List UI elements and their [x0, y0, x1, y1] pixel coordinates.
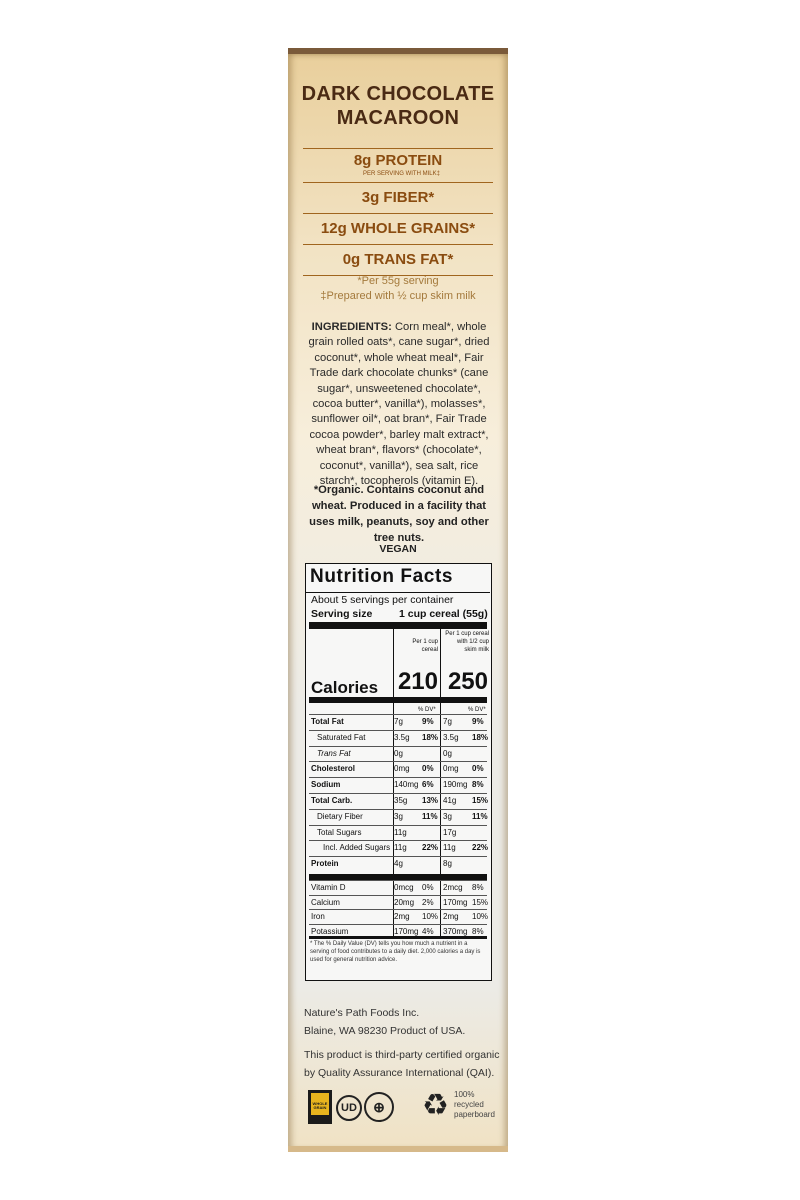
nutrient-row — [309, 730, 487, 747]
nutrient-a1: 2mg — [394, 912, 410, 921]
kosher-ud-icon: UD — [336, 1095, 362, 1121]
nutrient-a1: 0g — [394, 748, 403, 758]
claims-list — [303, 148, 493, 276]
nutrient-a2: 17g — [443, 827, 457, 837]
nutrient-lab: Total Carb. — [311, 796, 353, 805]
recycle-icon: ♻ — [422, 1089, 449, 1122]
nutrient-a1: 4g — [394, 859, 403, 869]
ingredients-label: INGREDIENTS: — [311, 321, 392, 333]
nutrient-a2: 170mg — [443, 897, 468, 907]
nutrient-p1: 13% — [422, 796, 439, 805]
organic-certification: This product is third-party certified organic by Quality Assurance International (QAI). — [304, 1049, 500, 1079]
nutrient-a1: 35g — [394, 796, 408, 805]
nutrient-a2: 2mg — [443, 912, 459, 921]
nutrient-a2: 3.5g — [443, 732, 459, 742]
nutrient-a2: 0g — [443, 748, 452, 758]
divider — [306, 592, 490, 593]
nutrient-a1: 11g — [394, 827, 407, 837]
nutrient-row — [309, 761, 487, 778]
nutrient-p1: 0% — [422, 883, 434, 892]
nutrient-lab: Iron — [311, 912, 325, 921]
nutrient-a2: 0mg — [443, 764, 459, 774]
box-bottom-edge — [288, 1146, 508, 1152]
nutrient-a2: 41g — [443, 796, 457, 805]
cereal-box-side-panel — [288, 54, 508, 1150]
claim-whole-grains: 12g WHOLE GRAINS* — [303, 213, 493, 244]
ingredients-text: Corn meal*, whole grain rolled oats*, cane sugar*, dried coconut*, whole wheat meal*, Fair Trade dark chocolate chunks* (cane sugar*, unsweetened chocolate*, cocoa butter*, vanilla*), molasses*, sunflower oil*, oat bran*, Fair Trade cocoa powder*, barley malt extract*, wheat bran*, flavors* (chocolate*, coconut*, vanilla*), sea salt, rice starch*, tocopherols (vitamin E). — [308, 321, 490, 488]
nutrient-p2: 22% — [472, 843, 489, 853]
nutrient-lab: Cholesterol — [311, 764, 356, 774]
nutrient-p2: 8% — [472, 780, 484, 790]
nutrient-p2: 0% — [472, 764, 484, 774]
nutrient-row — [309, 714, 487, 731]
nutrient-lab: Sodium — [311, 780, 341, 790]
nutrient-a1: 170mg — [394, 926, 419, 936]
company-address: Blaine, WA 98230 Product of USA. — [304, 1025, 466, 1037]
organic-statement: *Organic. Contains coconut and wheat. Produced in a facility that uses milk, peanuts, soy and other tree nuts. — [309, 484, 489, 544]
vegan-label: VEGAN — [379, 543, 417, 555]
nutrient-lab: Vitamin D — [311, 883, 346, 892]
nutrient-lab: Trans Fat — [317, 748, 351, 758]
calories-value-2: 250 — [447, 668, 488, 695]
certification-logos — [304, 1088, 504, 1128]
nutrition-facts-title: Nutrition Facts — [310, 566, 454, 587]
nutrient-a1: 3.5g — [394, 732, 410, 742]
nutrient-a2: 8g — [443, 859, 452, 869]
nutrient-a2: 370mg — [443, 926, 468, 936]
company-name: Nature's Path Foods Inc. — [304, 1007, 420, 1019]
nutrient-p1: 9% — [422, 717, 434, 726]
nutrient-lab: Saturated Fat — [317, 732, 366, 742]
nutrient-p2: 18% — [472, 732, 489, 742]
nutrient-p2: 8% — [472, 883, 484, 892]
nutrient-a1: 0mcg — [394, 883, 414, 892]
nutrient-p1: 4% — [422, 926, 434, 936]
divider — [309, 936, 487, 939]
nutrient-lab: Calcium — [311, 897, 340, 907]
ingredients — [306, 320, 492, 489]
nutrient-row — [309, 825, 487, 842]
serving-size-label: Serving size — [311, 608, 373, 620]
product-title — [288, 82, 508, 130]
title-line-1: DARK CHOCOLATE — [301, 83, 495, 105]
servings-per-container: About 5 servings per container — [311, 594, 454, 606]
serving-note: *Per 55g serving — [357, 275, 439, 287]
nutrient-a1: 0mg — [394, 764, 410, 774]
nutrient-p2: 15% — [472, 796, 489, 805]
nutrient-a2: 7g — [443, 717, 452, 726]
protein-note: PER SERVING WITH MILK‡ — [363, 171, 440, 177]
nutrient-p2: 8% — [472, 926, 484, 936]
serving-size-value: 1 cup cereal (55g) — [399, 608, 488, 620]
thick-divider — [309, 697, 487, 703]
thick-divider — [309, 622, 487, 629]
whole-grain-stamp-icon: WHOLE GRAIN — [308, 1090, 332, 1124]
column-1-header: Per 1 cup cereal — [412, 639, 438, 653]
claim-fiber: 3g FIBER* — [303, 182, 493, 213]
nutrient-lab: Total Sugars — [317, 827, 362, 837]
dv-header-1: % DV* — [418, 707, 436, 713]
nutrient-p1: 18% — [422, 732, 439, 742]
nutrient-p1: 0% — [422, 764, 434, 774]
nutrient-p2: 10% — [472, 912, 489, 921]
nutrient-a2: 3g — [443, 811, 452, 821]
nutrient-p1: 6% — [422, 780, 434, 790]
nutrient-a1: 140mg — [394, 780, 419, 790]
nutrient-a2: 2mcg — [443, 883, 463, 892]
nutrient-lab: Dietary Fiber — [317, 811, 363, 821]
calories-value-1: 210 — [397, 668, 438, 695]
nutrient-p2: 9% — [472, 717, 484, 726]
nutrient-p1: 22% — [422, 843, 439, 853]
nutrient-a2: 190mg — [443, 780, 468, 790]
claim-trans-fat: 0g TRANS FAT* — [303, 244, 493, 276]
calories-label: Calories — [311, 678, 379, 697]
prepared-note: ‡Prepared with ½ cup skim milk — [320, 290, 476, 302]
nutrition-facts-panel — [305, 563, 492, 981]
nutrient-p2: 15% — [472, 897, 489, 907]
nutrient-a1: 20mg — [394, 897, 415, 907]
nutrient-row — [309, 793, 487, 810]
nutrient-p2: 11% — [472, 811, 488, 821]
nutrient-lab: Total Fat — [311, 717, 344, 726]
nutrient-a2: 11g — [443, 843, 456, 853]
dv-footnote: * The % Daily Value (DV) tells you how much a nutrient in a serving of food contributes to a daily diet. 2,000 calories a day is used for general nutrition advice. — [310, 941, 481, 963]
nutrient-lab: Protein — [311, 859, 339, 869]
nutrient-p1: 11% — [422, 811, 438, 821]
title-line-2: MACAROON — [336, 107, 460, 129]
nutrient-a1: 11g — [394, 843, 407, 853]
nutrient-row — [309, 777, 487, 794]
globe-certification-icon: ⊕ — [364, 1092, 394, 1122]
nutrient-a1: 7g — [394, 717, 403, 726]
column-2-header: Per 1 cup cereal with 1/2 cup skim milk — [445, 631, 489, 653]
nutrient-row — [309, 840, 487, 857]
nutrient-lab: Incl. Added Sugars — [323, 843, 391, 853]
nutrient-row — [309, 809, 487, 826]
claim-protein: 8g PROTEIN PER SERVING WITH MILK‡ — [303, 148, 493, 182]
nutrient-row — [309, 746, 487, 763]
nutrient-row — [309, 856, 487, 873]
nutrient-a1: 3g — [394, 811, 403, 821]
recycled-paperboard-text: 100% recycled paperboard — [454, 1090, 495, 1119]
nutrient-lab: Potassium — [311, 926, 349, 936]
dv-header-2: % DV* — [468, 707, 486, 713]
nutrient-p1: 2% — [422, 897, 434, 907]
nutrient-p1: 10% — [422, 912, 439, 921]
